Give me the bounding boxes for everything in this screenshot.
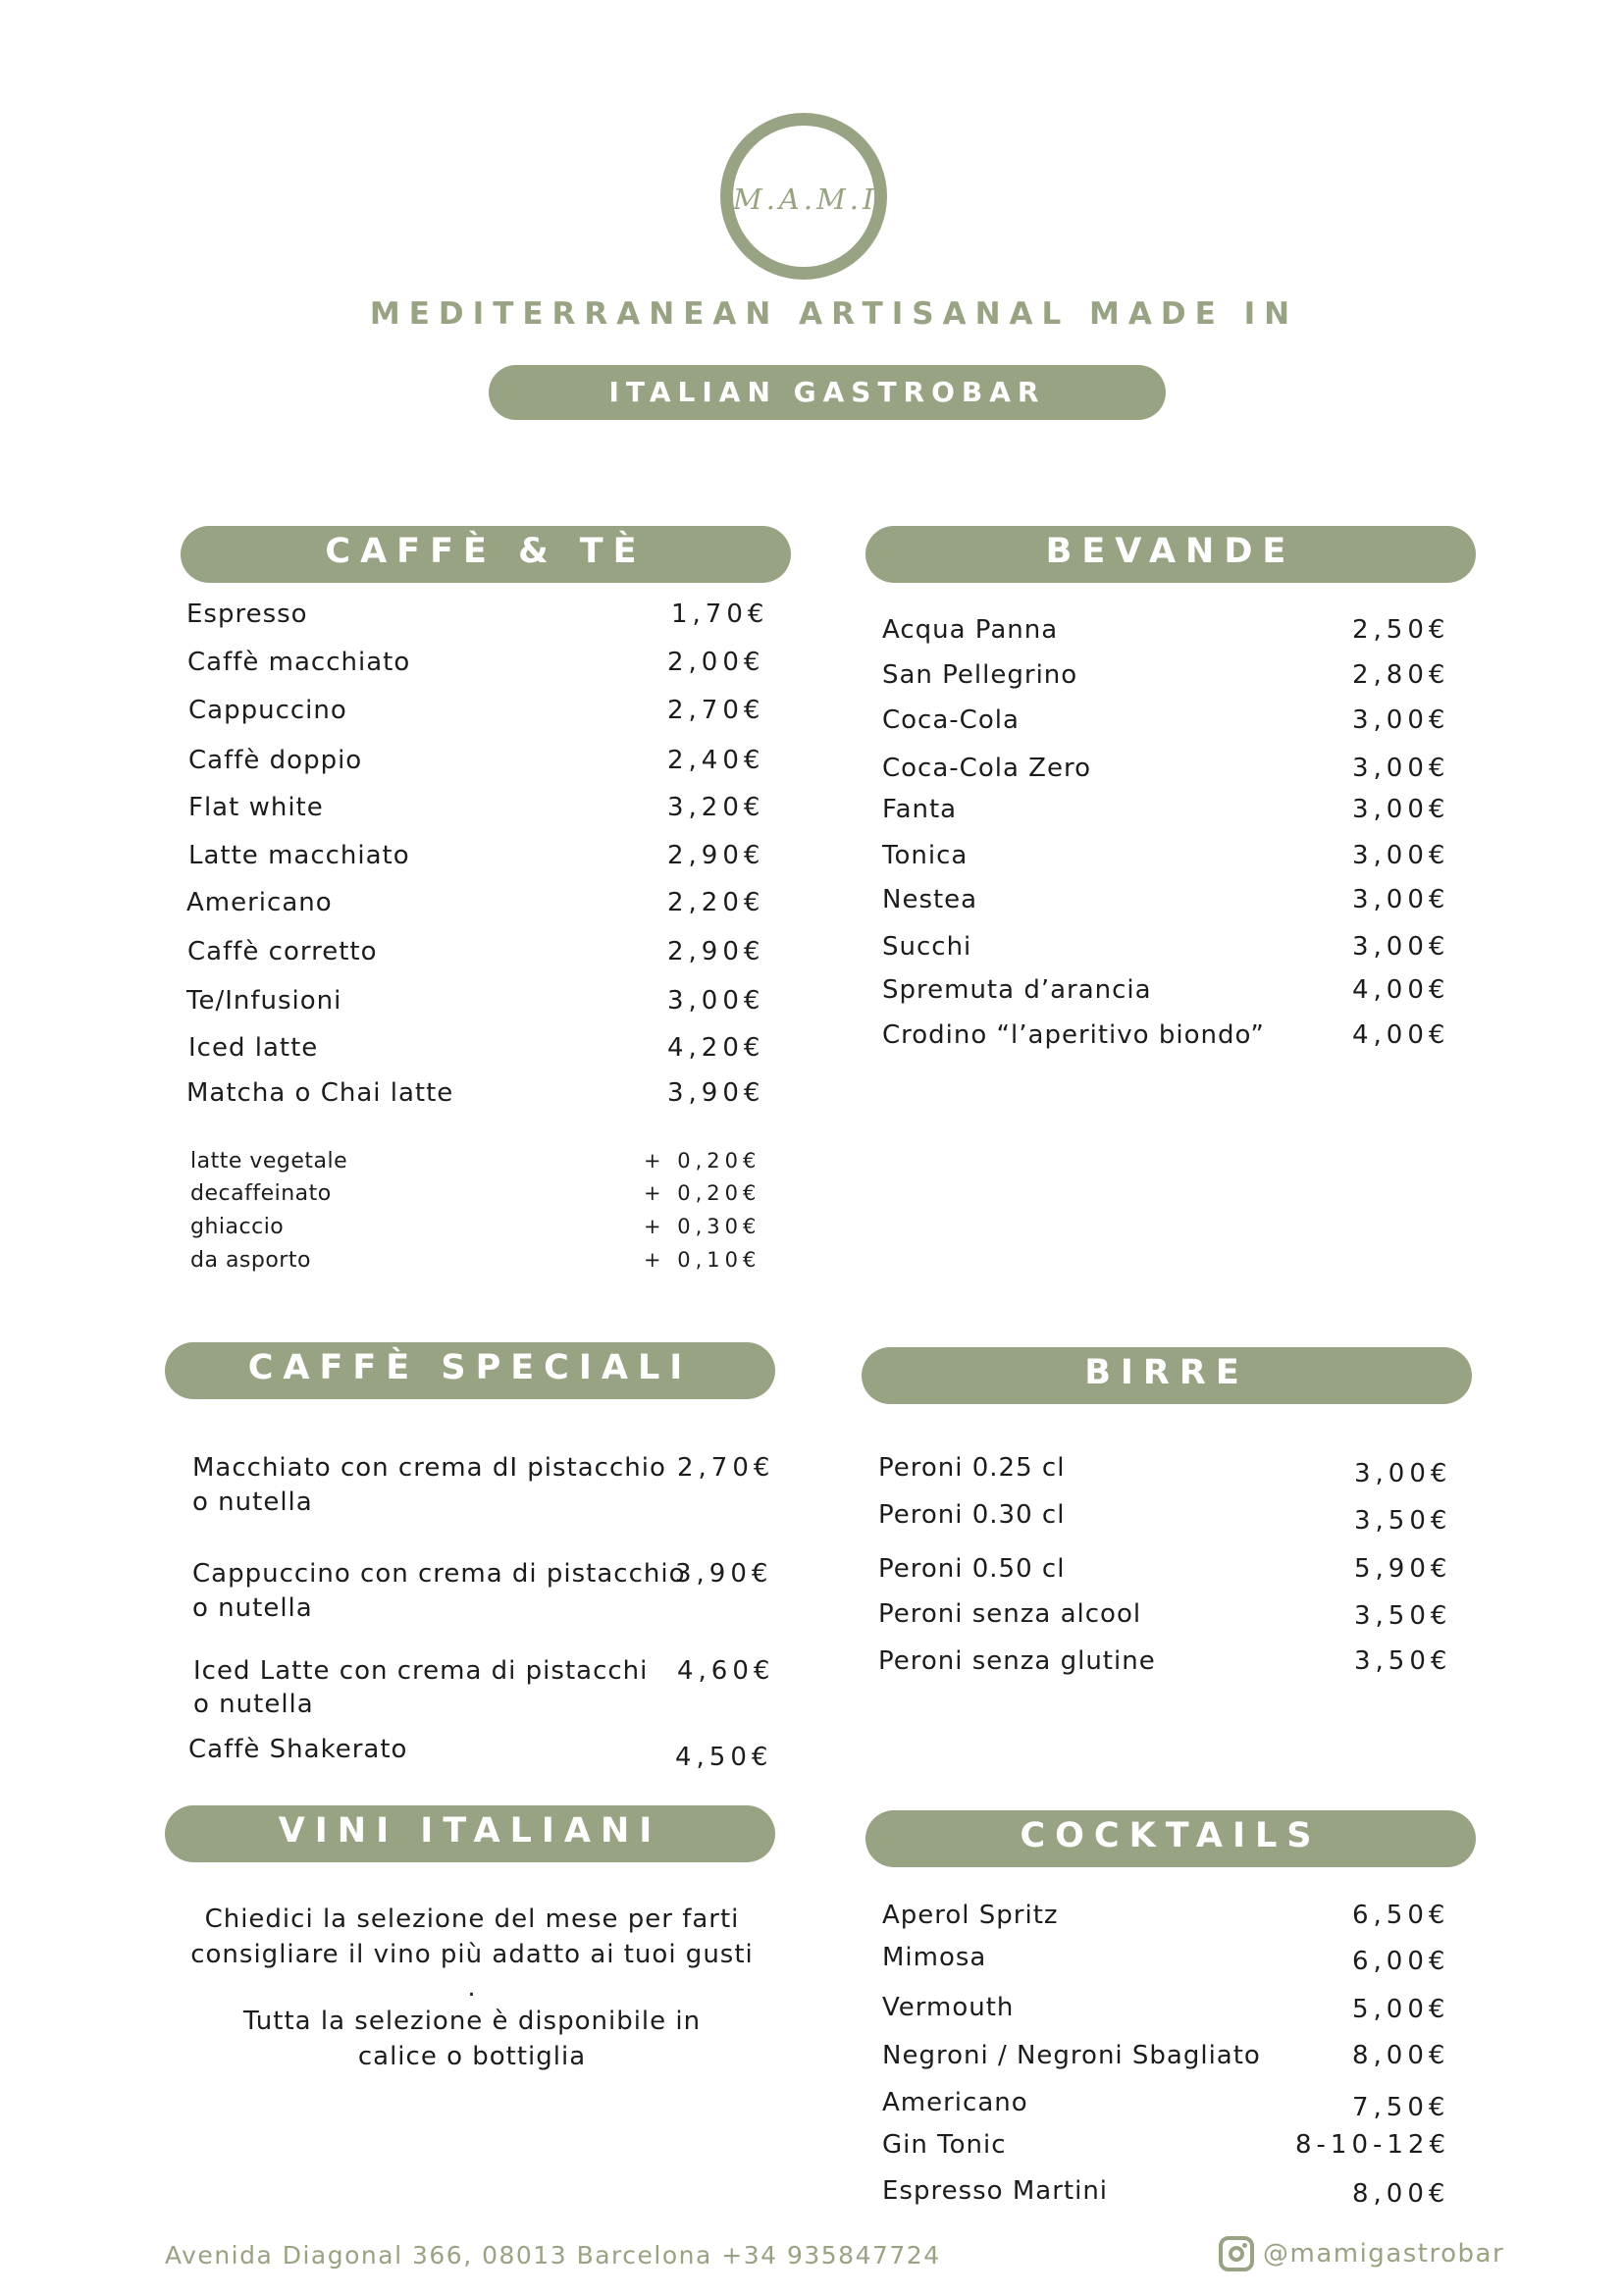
item-name: Caffè macchiato [187, 648, 411, 677]
footer-address: Avenida Diagonal 366, 08013 Barcelona +34 935847724 [165, 2241, 941, 2270]
item-price: 5,90€ [1354, 1554, 1452, 1584]
wine-note-line: Tutta la selezione è disponibile in [242, 2007, 702, 2036]
extra-name: latte vegetale [190, 1149, 348, 1174]
item-price: 2,00€ [667, 648, 765, 677]
item-name: Americano [186, 888, 333, 917]
item-name: Cappuccino [188, 696, 347, 725]
item-price: 8-10-12€ [1295, 2130, 1451, 2160]
item-name: Matcha o Chai latte [186, 1078, 454, 1108]
item-name: Coca-Cola [882, 705, 1020, 735]
item-price: 2,70€ [677, 1453, 775, 1483]
item-price: 3,00€ [1352, 705, 1450, 735]
item-name-line2: o nutella [192, 1593, 313, 1623]
subtitle-banner: ITALIAN GASTROBAR [489, 365, 1166, 420]
item-name: San Pellegrino [882, 660, 1078, 690]
item-name: Spremuta d’arancia [882, 975, 1152, 1005]
logo-circle [720, 113, 891, 280]
item-name: Americano [882, 2088, 1028, 2117]
item-price: 3,00€ [1352, 932, 1450, 962]
item-price: 3,90€ [675, 1559, 773, 1589]
item-name: Peroni 0.50 cl [878, 1554, 1066, 1584]
item-name: Iced latte [188, 1033, 319, 1063]
item-name: Flat white [188, 793, 324, 822]
item-price: 2,40€ [667, 746, 765, 775]
item-name: Te/Infusioni [186, 986, 342, 1016]
item-price: 2,20€ [667, 888, 765, 917]
item-price: 3,50€ [1354, 1506, 1452, 1536]
item-price: 4,00€ [1352, 1020, 1450, 1050]
item-price: 4,60€ [677, 1656, 775, 1686]
item-price: 2,50€ [1352, 615, 1450, 645]
item-name-line1: Iced Latte con crema di pistacchi [193, 1656, 649, 1686]
item-price: 8,00€ [1352, 2179, 1450, 2209]
item-price: 5,00€ [1352, 1995, 1450, 2024]
item-price: 3,00€ [1354, 1459, 1452, 1488]
item-price: 8,00€ [1352, 2041, 1450, 2070]
item-price: 2,80€ [1352, 660, 1450, 690]
item-name: Gin Tonic [882, 2130, 1007, 2160]
item-price: 3,50€ [1354, 1646, 1452, 1676]
item-name-line1: Caffè Shakerato [188, 1735, 408, 1764]
item-name: Nestea [882, 885, 978, 914]
section-title-birre: BIRRE [862, 1347, 1472, 1404]
extra-name: decaffeinato [190, 1181, 332, 1206]
item-price: 3,00€ [1352, 795, 1450, 824]
wine-note [173, 1902, 771, 2074]
item-name: Negroni / Negroni Sbagliato [882, 2041, 1261, 2070]
item-name: Coca-Cola Zero [882, 754, 1091, 783]
item-price: 4,50€ [675, 1743, 773, 1772]
item-name: Espresso Martini [882, 2176, 1109, 2206]
item-name: Fanta [882, 795, 958, 824]
item-name: Caffè doppio [188, 746, 363, 775]
item-name: Espresso [186, 600, 308, 629]
section-title-bevande: BEVANDE [865, 526, 1476, 583]
item-name: Aperol Spritz [882, 1901, 1059, 1930]
item-name: Peroni 0.25 cl [878, 1453, 1066, 1483]
instagram-icon [1219, 2236, 1254, 2271]
item-name: Peroni 0.30 cl [878, 1500, 1066, 1530]
item-price: 3,20€ [667, 793, 765, 822]
section-title-caffe-speciali: CAFFÈ SPECIALI [165, 1342, 775, 1399]
extra-name: ghiaccio [190, 1215, 285, 1239]
item-name: Peroni senza glutine [878, 1646, 1156, 1676]
item-name: Crodino “l’aperitivo biondo” [882, 1020, 1265, 1050]
item-name-line2: o nutella [192, 1487, 313, 1517]
wine-note-line: . [467, 1973, 477, 2003]
item-price: 4,20€ [667, 1033, 765, 1063]
wine-note-line: Chiedici la selezione del mese per farti [204, 1905, 740, 1934]
item-name: Peroni senza alcool [878, 1599, 1142, 1629]
item-price: 1,70€ [671, 600, 769, 629]
section-title-caffe-te: CAFFÈ & TÈ [181, 526, 791, 583]
item-name-line2: o nutella [193, 1690, 314, 1719]
item-price: 4,00€ [1352, 975, 1450, 1005]
item-price: 2,70€ [667, 696, 765, 725]
item-name: Vermouth [882, 1993, 1015, 2022]
item-price: 3,00€ [1352, 841, 1450, 870]
extra-name: da asporto [190, 1248, 311, 1273]
extra-price: + 0,20€ [644, 1149, 761, 1173]
tagline: MEDITERRANEAN ARTISANAL MADE IN [369, 296, 1299, 332]
item-price: 2,90€ [667, 841, 765, 870]
instagram-handle[interactable]: @mamigastrobar [1263, 2239, 1505, 2269]
item-price: 6,00€ [1352, 1947, 1450, 1976]
item-name: Succhi [882, 932, 972, 962]
item-name-line1: Cappuccino con crema di pistacchio [192, 1559, 686, 1589]
item-price: 7,50€ [1352, 2093, 1450, 2122]
extra-price: + 0,10€ [644, 1248, 761, 1272]
item-price: 2,90€ [667, 937, 765, 966]
item-price: 3,90€ [667, 1078, 765, 1108]
item-price: 3,00€ [1352, 885, 1450, 914]
item-price: 6,50€ [1352, 1901, 1450, 1930]
wine-note-line: consigliare il vino più adatto ai tuoi gusti [190, 1940, 754, 1969]
section-title-cocktails: COCKTAILS [865, 1810, 1476, 1867]
item-price: 3,50€ [1354, 1601, 1452, 1631]
extra-price: + 0,30€ [644, 1215, 761, 1238]
item-price: 3,00€ [667, 986, 765, 1016]
item-price: 3,00€ [1352, 754, 1450, 783]
item-name: Tonica [882, 841, 969, 870]
section-title-vini-italiani: VINI ITALIANI [165, 1805, 775, 1862]
wine-note-line: calice o bottiglia [357, 2042, 587, 2071]
item-name-line1: Macchiato con crema dI pistacchio [192, 1453, 666, 1483]
logo-text: M.A.M.I. [733, 183, 891, 216]
item-name: Latte macchiato [188, 841, 410, 870]
item-name: Acqua Panna [882, 615, 1059, 645]
extra-price: + 0,20€ [644, 1181, 761, 1205]
item-name: Mimosa [882, 1943, 987, 1972]
item-name: Caffè corretto [187, 937, 378, 966]
